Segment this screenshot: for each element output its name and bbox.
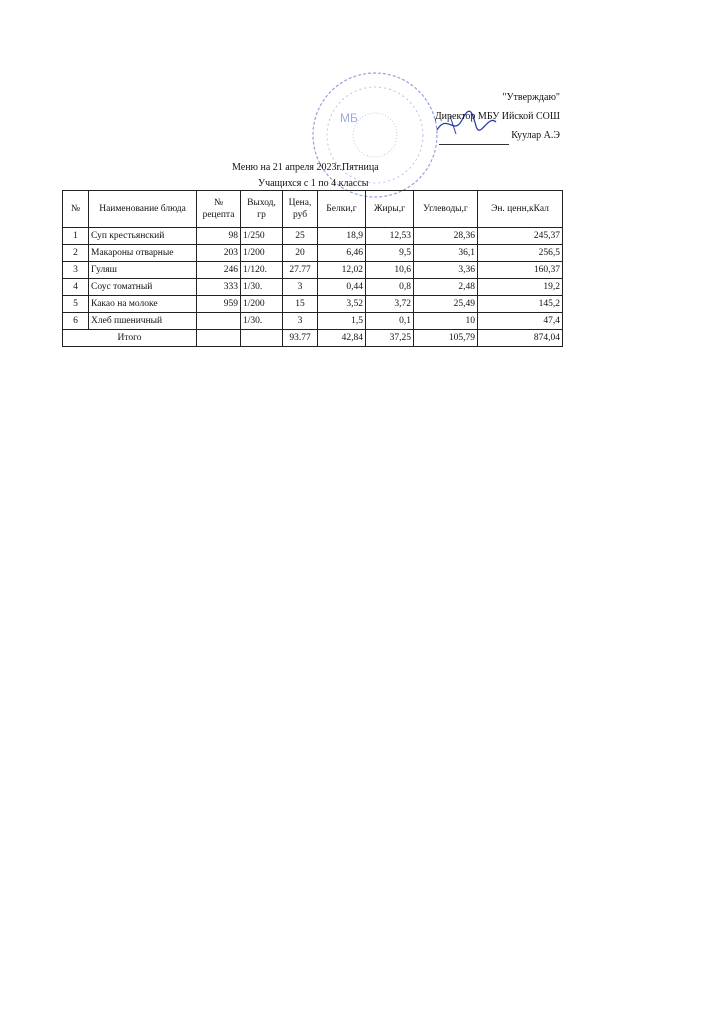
cell-yield: 1/30. <box>241 313 283 330</box>
total-energy: 874,04 <box>478 330 563 347</box>
cell-energy: 160,37 <box>478 262 563 279</box>
cell-price: 27.77 <box>283 262 318 279</box>
approval-name: Куулар А.Э <box>511 130 560 141</box>
cell-price: 15 <box>283 296 318 313</box>
header-price: Цена, руб <box>283 191 318 228</box>
cell-recipe: 98 <box>197 228 241 245</box>
cell-yield: 1/120. <box>241 262 283 279</box>
cell-energy: 47,4 <box>478 313 563 330</box>
cell-recipe: 333 <box>197 279 241 296</box>
cell-yield: 1/30. <box>241 279 283 296</box>
total-protein: 42,84 <box>318 330 366 347</box>
cell-number: 1 <box>63 228 89 245</box>
header-recipe: № рецепта <box>197 191 241 228</box>
cell-number: 6 <box>63 313 89 330</box>
cell-protein: 18,9 <box>318 228 366 245</box>
table-row <box>63 279 563 296</box>
cell-protein: 12,02 <box>318 262 366 279</box>
cell-yield: 1/250 <box>241 228 283 245</box>
cell-carbs: 10 <box>414 313 478 330</box>
total-carbs: 105,79 <box>414 330 478 347</box>
cell-fat: 3,72 <box>366 296 414 313</box>
cell-carbs: 2,48 <box>414 279 478 296</box>
table-header-row <box>63 191 563 228</box>
header-yield: Выход, гр <box>241 191 283 228</box>
cell-yield: 1/200 <box>241 296 283 313</box>
approval-block <box>420 88 560 145</box>
cell-carbs: 36,1 <box>414 245 478 262</box>
cell-energy: 245,37 <box>478 228 563 245</box>
cell-protein: 6,46 <box>318 245 366 262</box>
table-row <box>63 313 563 330</box>
svg-text:МБ: МБ <box>340 111 358 125</box>
table-total-row <box>63 330 563 347</box>
cell-price: 3 <box>283 313 318 330</box>
cell-price: 3 <box>283 279 318 296</box>
header-protein: Белки,г <box>318 191 366 228</box>
cell-dish-name: Какао на молоке <box>89 296 197 313</box>
total-fat: 37,25 <box>366 330 414 347</box>
menu-title: Меню на 21 апреля 2023г.Пятница <box>232 162 379 173</box>
total-label: Итого <box>63 330 197 347</box>
cell-fat: 12,53 <box>366 228 414 245</box>
cell-recipe: 246 <box>197 262 241 279</box>
cell-protein: 3,52 <box>318 296 366 313</box>
cell-price: 20 <box>283 245 318 262</box>
table-row <box>63 296 563 313</box>
signature-underline <box>439 132 509 145</box>
cell-carbs: 25,49 <box>414 296 478 313</box>
total-empty-yield <box>241 330 283 347</box>
table-row <box>63 245 563 262</box>
cell-number: 4 <box>63 279 89 296</box>
cell-fat: 9,5 <box>366 245 414 262</box>
approval-position: Директор МБУ Ийской СОШ <box>434 111 560 122</box>
header-carbs: Углеводы,г <box>414 191 478 228</box>
cell-carbs: 28,36 <box>414 228 478 245</box>
cell-number: 5 <box>63 296 89 313</box>
total-price: 93.77 <box>283 330 318 347</box>
menu-table <box>62 190 563 347</box>
cell-dish-name: Суп крестьянский <box>89 228 197 245</box>
cell-number: 3 <box>63 262 89 279</box>
cell-recipe: 959 <box>197 296 241 313</box>
menu-subtitle: Учащихся с 1 по 4 классы <box>258 178 369 189</box>
approval-signature-line <box>420 126 560 145</box>
header-energy: Эн. ценн,кКал <box>478 191 563 228</box>
cell-recipe <box>197 313 241 330</box>
cell-dish-name: Хлеб пшеничный <box>89 313 197 330</box>
header-number: № <box>63 191 89 228</box>
cell-fat: 0,8 <box>366 279 414 296</box>
cell-number: 2 <box>63 245 89 262</box>
approval-heading: "Утверждаю" <box>502 92 560 103</box>
table-row <box>63 262 563 279</box>
cell-protein: 1,5 <box>318 313 366 330</box>
cell-energy: 19,2 <box>478 279 563 296</box>
cell-recipe: 203 <box>197 245 241 262</box>
header-dish-name: Наименование блюда <box>89 191 197 228</box>
cell-dish-name: Макароны отварные <box>89 245 197 262</box>
cell-price: 25 <box>283 228 318 245</box>
cell-fat: 0,1 <box>366 313 414 330</box>
header-fat: Жиры,г <box>366 191 414 228</box>
cell-dish-name: Гуляш <box>89 262 197 279</box>
cell-fat: 10,6 <box>366 262 414 279</box>
cell-energy: 256,5 <box>478 245 563 262</box>
cell-dish-name: Соус томатный <box>89 279 197 296</box>
cell-protein: 0,44 <box>318 279 366 296</box>
cell-yield: 1/200 <box>241 245 283 262</box>
total-empty-recipe <box>197 330 241 347</box>
table-row <box>63 228 563 245</box>
cell-energy: 145,2 <box>478 296 563 313</box>
cell-carbs: 3,36 <box>414 262 478 279</box>
